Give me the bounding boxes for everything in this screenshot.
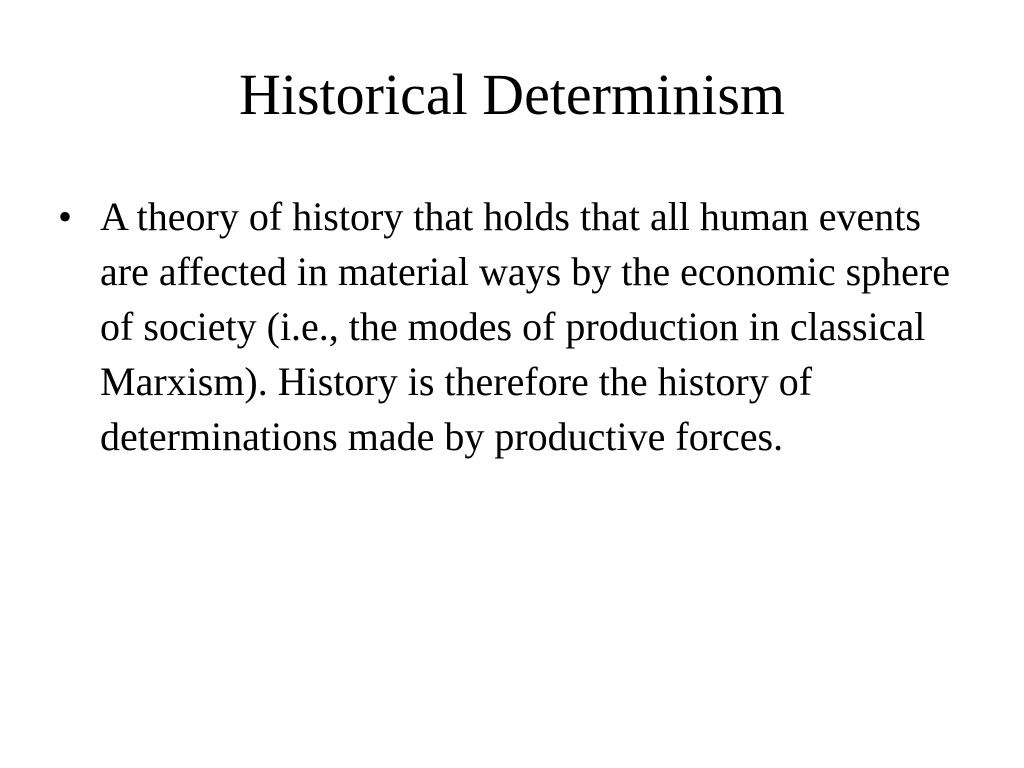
- bullet-item: [58, 189, 958, 464]
- slide-title: Historical Determinism: [238, 62, 786, 127]
- bullet-text: A theory of history that holds that all human events are affected in material ways by the economic sphere of society (i.e., the modes of production in classical Marxism). History is therefore the history of determinations made by productive forces.: [100, 194, 950, 459]
- bullet-list: [58, 189, 958, 464]
- bullet-icon: •: [58, 194, 73, 239]
